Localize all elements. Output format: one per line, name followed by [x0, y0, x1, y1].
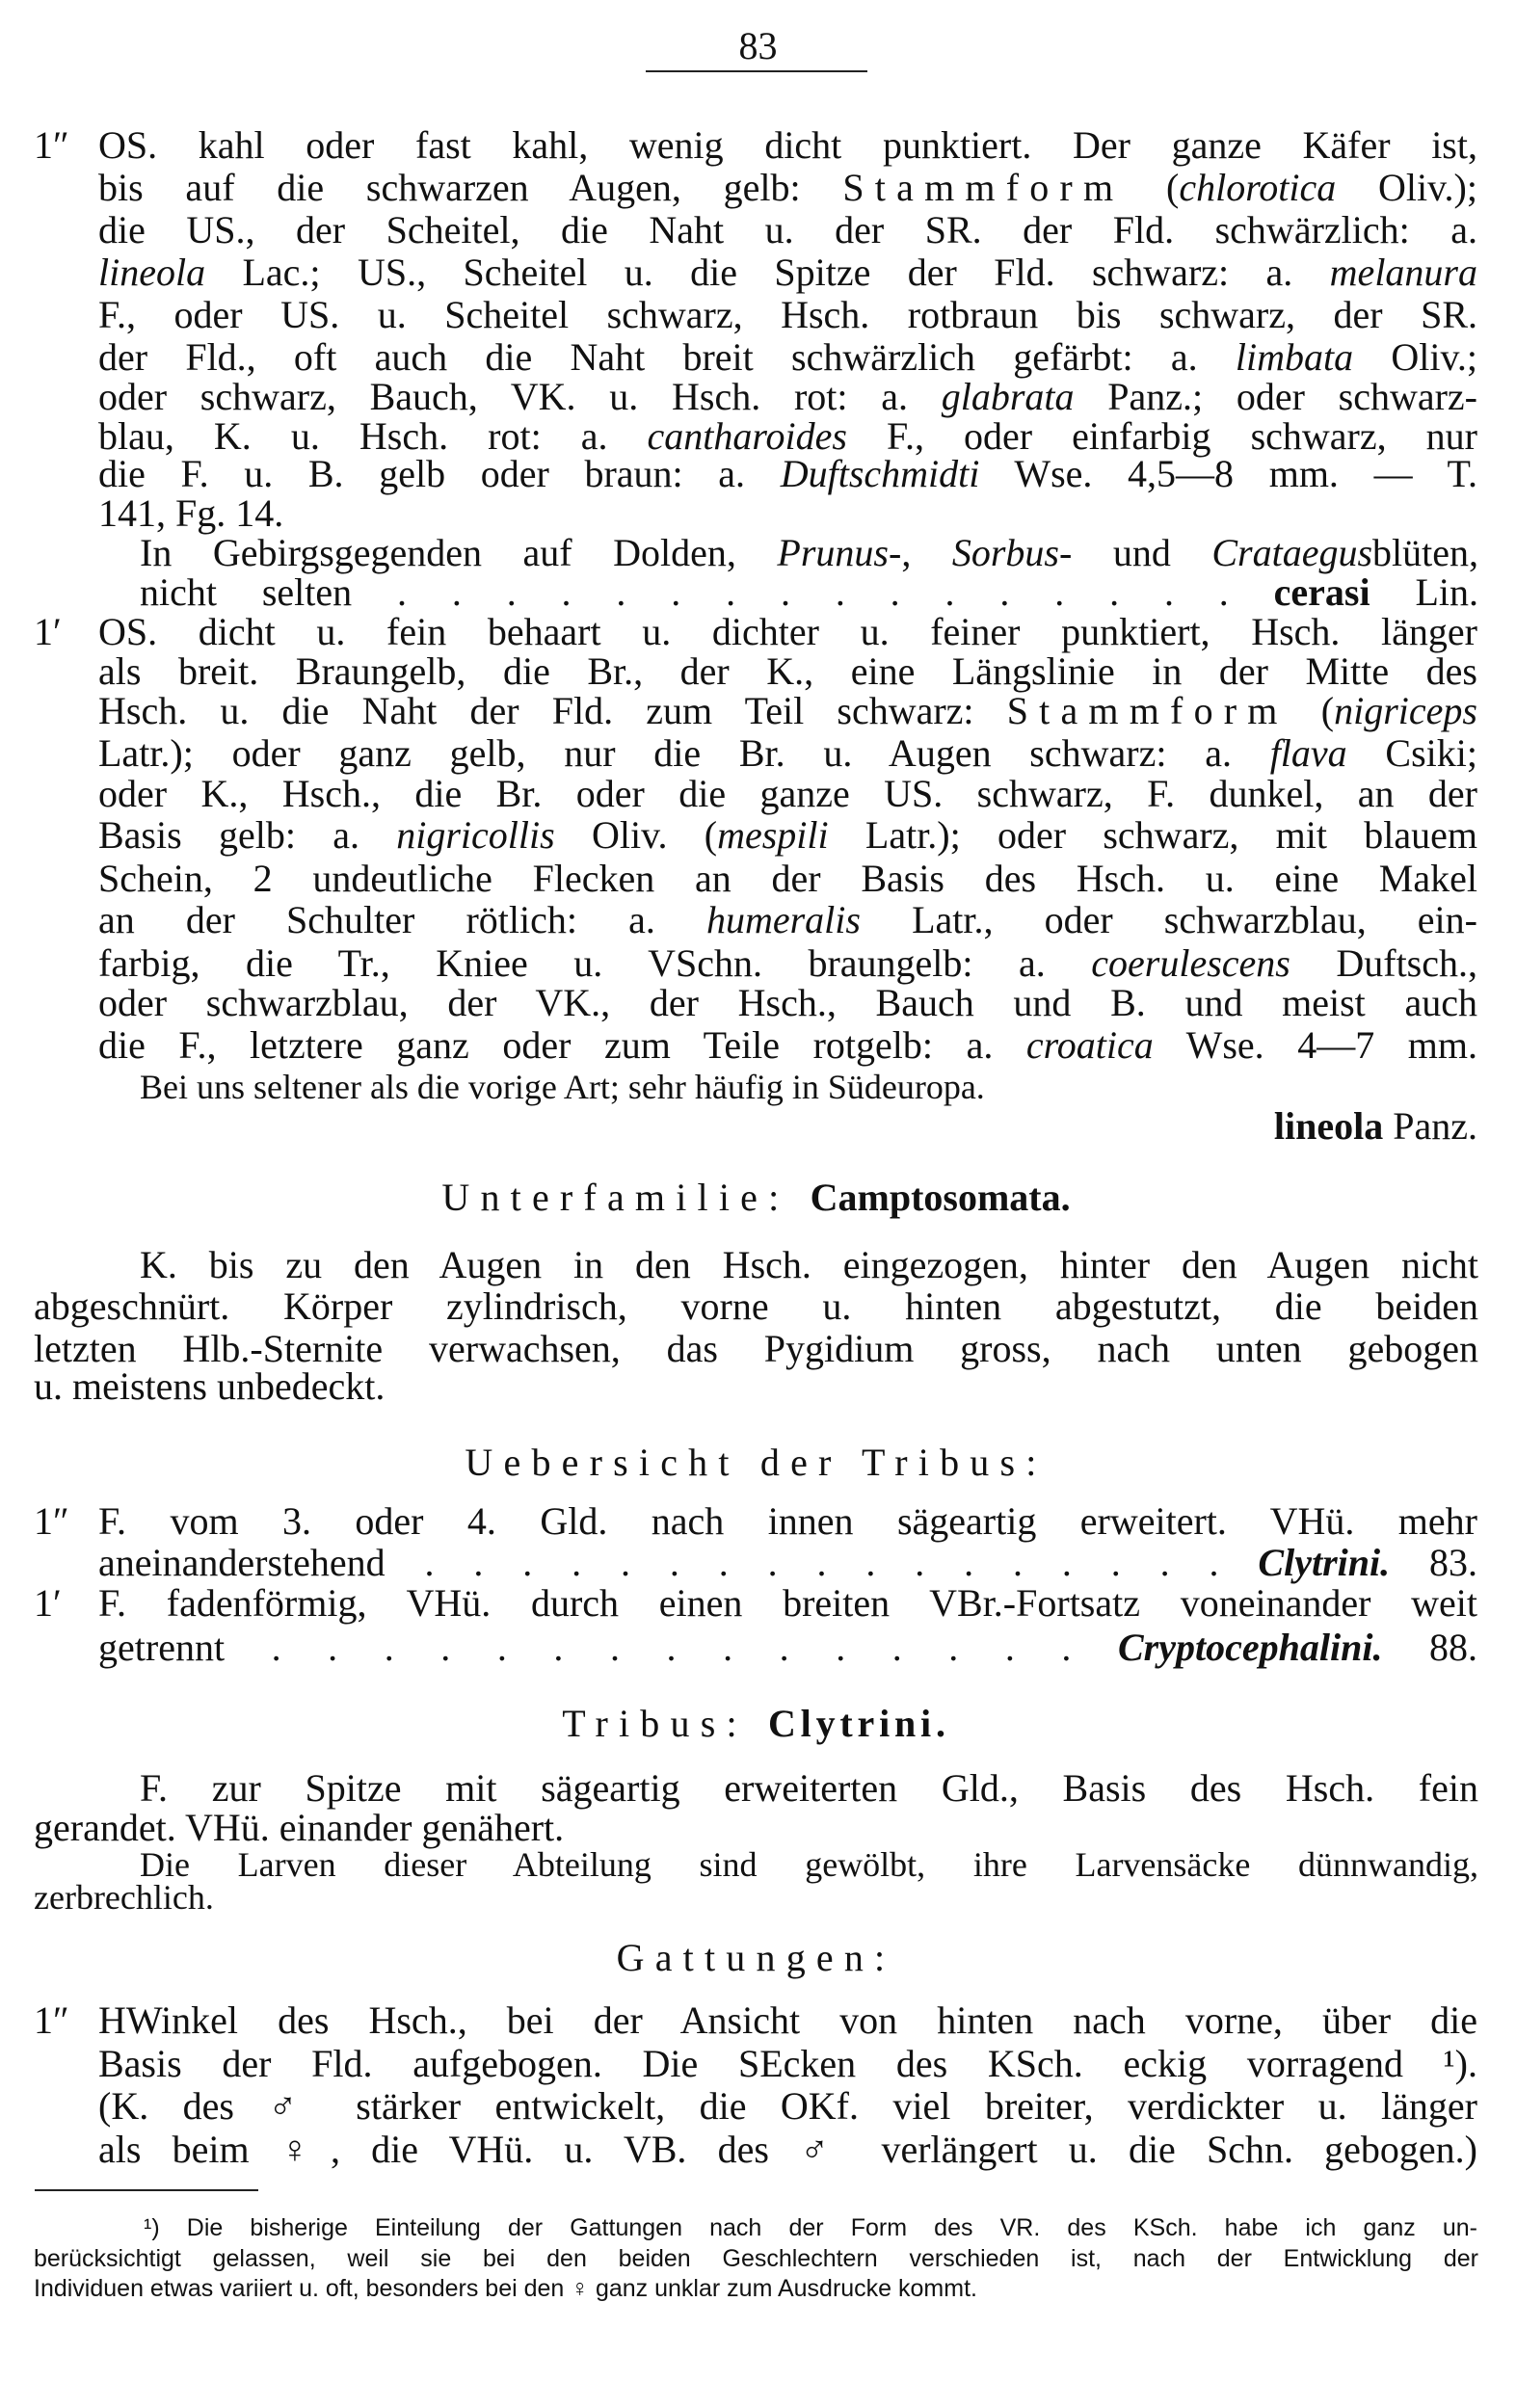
text-run: gerandet. VHü. einander genähert. — [34, 1806, 565, 1849]
text-line — [98, 980, 1477, 1026]
text-line — [98, 730, 1477, 777]
text-run: der Fld., oft auch die Naht breit schwärzlich gefärbt: a. — [98, 335, 1236, 379]
page-number: 83 — [738, 24, 778, 67]
text-line — [98, 2083, 1477, 2130]
text-run: oder schwarzblau, der VK., der Hsch., Bauch und B. und meist auch — [98, 981, 1477, 1024]
text-run: ( — [1124, 166, 1180, 209]
text-line — [98, 897, 1477, 943]
taxon-italic: Crataegus — [1211, 531, 1373, 574]
footnote-line — [34, 2274, 1478, 2303]
taxon-italic: lineola — [98, 251, 206, 294]
text-line — [34, 1283, 1478, 1330]
text-run: Unterfamilie: — [441, 1176, 811, 1219]
text-run: F. fadenförmig, VHü. durch einen breiten VBr.-Fortsatz voneinander weit — [98, 1581, 1477, 1625]
text-run: (K. des ♂ stärker entwickelt, die OKf. viel breiter, verdickter u. länger — [98, 2084, 1477, 2128]
text-line — [98, 1540, 1477, 1586]
header-rule — [646, 70, 867, 72]
text-line — [98, 1022, 1477, 1069]
key-marker: 1′ — [34, 610, 62, 653]
text-run: Hsch. u. die Naht der Fld. zum Teil schwarz: — [98, 689, 1007, 732]
text-run: abgeschnürt. Körper zylindrisch, vorne u. hinten abgestutzt, die beiden — [34, 1284, 1478, 1328]
taxon-italic: limbata — [1235, 335, 1354, 379]
text-run: Stammform — [842, 166, 1125, 209]
taxon-italic: mespili — [717, 813, 829, 857]
text-run: Oliv.; — [1353, 335, 1477, 379]
text-line — [98, 165, 1477, 211]
species-name: Clytrini. — [768, 1702, 950, 1745]
taxon-italic: Duftschmidti — [780, 452, 980, 495]
taxon-italic: glabrata — [941, 375, 1075, 418]
text-line — [98, 688, 1477, 734]
text-line — [35, 1175, 1477, 1221]
text-run: 83. — [1390, 1541, 1478, 1584]
text-run: F. vom 3. oder 4. Gld. nach innen sägeartig erweitert. VHü. mehr — [98, 1499, 1477, 1543]
text-run: 88. — [1382, 1626, 1477, 1669]
text-line — [98, 122, 1477, 169]
text-run: Oliv.); — [1336, 166, 1477, 209]
text-line — [98, 2041, 1477, 2087]
text-line — [98, 1498, 1477, 1545]
text-run: Tribus: — [562, 1702, 768, 1745]
text-line — [98, 1580, 1477, 1627]
text-line — [98, 1998, 1477, 2044]
text-run: bis auf die schwarzen Augen, gelb: — [98, 166, 843, 209]
footnote-line — [144, 2213, 1477, 2242]
text-run: HWinkel des Hsch., bei der Ansicht von hinten nach vorne, über die — [98, 1998, 1477, 2042]
text-run: Latr., oder schwarzblau, ein- — [860, 898, 1477, 941]
taxon-italic: coerulescens — [1091, 941, 1290, 985]
text-line — [34, 1874, 1478, 1920]
text-run: F., oder einfarbig schwarz, nur — [846, 414, 1477, 458]
text-run: Die Larven dieser Abteilung sind gewölbt, ihre Larvensäcke dünnwandig, — [140, 1845, 1478, 1884]
text-run: blau, K. u. Hsch. rot: a. — [98, 414, 648, 458]
text-run: Individuen etwas variiert u. oft, besonders bei den ♀ ganz unklar zum Ausdrucke kommt. — [34, 2275, 977, 2302]
text-run: Lin. — [1370, 570, 1479, 614]
text-run: und — [1072, 531, 1212, 574]
text-run: u. meistens unbedeckt. — [34, 1364, 386, 1408]
text-run: In Gebirgsgegenden auf Dolden, — [140, 531, 778, 574]
taxon-italic: croatica — [1025, 1023, 1154, 1067]
text-line — [35, 1935, 1477, 1981]
text-run: Lac.; US., Scheitel u. die Spitze der Fld. schwarz: a. — [205, 251, 1330, 294]
text-run: Latr.); oder schwarz, mit blauem — [828, 813, 1478, 857]
text-run: F. zur Spitze mit sägeartig erweiterten Gld., Basis des Hsch. fein — [140, 1766, 1478, 1810]
taxon-italic: chlorotica — [1179, 166, 1337, 209]
text-run: nicht selten . . . . . . . . . . . . . . . . — [140, 570, 1274, 614]
text-line — [34, 1363, 1478, 1410]
text-run: oder schwarz, Bauch, VK. u. Hsch. rot: a. — [98, 375, 942, 418]
text-run: 141, Fg. 14. — [98, 491, 284, 535]
footnote-line — [34, 2244, 1478, 2273]
taxon-italic: Prunus- — [777, 531, 902, 574]
text-line — [98, 856, 1477, 902]
species-name: lineola — [1273, 1104, 1384, 1148]
text-run: ¹) Die bisherige Einteilung der Gattungen nach der Form des VR. des KSch. habe ich ganz un- — [144, 2214, 1477, 2241]
text-run: OS. kahl oder fast kahl, wenig dicht punktiert. Der ganze Käfer ist, — [98, 123, 1477, 167]
text-line — [98, 292, 1477, 338]
text-run: Schein, 2 undeutliche Flecken an der Basis des Hsch. u. eine Makel — [98, 857, 1477, 900]
text-run: Panz. — [1383, 1104, 1477, 1148]
species-name: cerasi — [1273, 570, 1370, 614]
text-run: aneinanderstehend . . . . . . . . . . . . . . . . . — [98, 1541, 1259, 1584]
text-run: Latr.); oder ganz gelb, nur die Br. u. Augen schwarz: a. — [98, 731, 1270, 775]
text-run: getrennt . . . . . . . . . . . . . . . — [98, 1626, 1118, 1669]
key-marker: 1″ — [34, 1998, 69, 2042]
text-run: , — [901, 531, 952, 574]
key-marker: 1″ — [34, 123, 69, 167]
text-run: die F. u. B. gelb oder braun: a. — [98, 452, 781, 495]
text-run: Wse. 4—7 mm. — [1153, 1023, 1477, 1067]
text-line — [35, 1440, 1477, 1486]
text-line — [35, 1701, 1477, 1747]
text-line — [98, 771, 1477, 817]
text-line — [98, 1103, 1477, 1150]
text-run: farbig, die Tr., Kniee u. VSchn. braungelb: a. — [98, 941, 1092, 985]
text-run: als beim ♀, die VHü. u. VB. des ♂ verlängert u. die Schn. gebogen.) — [98, 2128, 1477, 2171]
key-marker: 1″ — [34, 1499, 69, 1543]
taxon-italic: Sorbus- — [951, 531, 1073, 574]
text-run: Wse. 4,5—8 mm. — T. — [979, 452, 1477, 495]
text-run: K. bis zu den Augen in den Hsch. eingezogen, hinter den Augen nicht — [140, 1243, 1478, 1286]
text-run: Gattungen: — [616, 1936, 896, 1979]
text-run: als breit. Braungelb, die Br., der K., eine Längslinie in der Mitte des — [98, 649, 1477, 693]
footnote-rule — [35, 2189, 258, 2191]
text-run: Duftsch., — [1290, 941, 1477, 985]
text-run: Basis gelb: a. — [98, 813, 397, 857]
text-run: Panz.; oder schwarz- — [1074, 375, 1478, 418]
text-run: an der Schulter rötlich: a. — [98, 898, 706, 941]
text-run: blüten, — [1372, 531, 1479, 574]
text-line — [98, 2127, 1477, 2173]
text-run: berücksichtigt gelassen, weil sie bei den beiden Geschlechtern verschieden ist, nach der Entwicklung der — [34, 2245, 1478, 2272]
text-run: Stammform — [1006, 689, 1289, 732]
species-name: Cryptocephalini. — [1117, 1626, 1383, 1669]
taxon-italic: humeralis — [705, 898, 861, 941]
taxon-italic: cantharoides — [647, 414, 847, 458]
text-run: oder K., Hsch., die Br. oder die ganze US. schwarz, F. dunkel, an der — [98, 772, 1477, 815]
text-line — [98, 207, 1477, 253]
text-run: ( — [1288, 689, 1335, 732]
text-run: Csiki; — [1346, 731, 1477, 775]
text-line — [98, 812, 1477, 859]
text-run: die F., letztere ganz oder zum Teile rotgelb: a. — [98, 1023, 1026, 1067]
taxon-italic: nigricollis — [396, 813, 555, 857]
species-name: Camptosomata. — [810, 1176, 1071, 1219]
text-run: zerbrechlich. — [34, 1878, 214, 1917]
text-run: OS. dicht u. fein behaart u. dichter u. feiner punktiert, Hsch. länger — [98, 610, 1477, 653]
text-line — [140, 1242, 1478, 1288]
text-line — [98, 1625, 1477, 1671]
taxon-italic: flava — [1269, 731, 1347, 775]
text-run: Basis der Fld. aufgebogen. Die SEcken des KSch. eckig vorragend ¹). — [98, 2042, 1477, 2085]
taxon-italic: melanura — [1329, 251, 1477, 294]
text-run: Oliv. ( — [554, 813, 718, 857]
text-line — [98, 250, 1477, 296]
text-run: Bei uns seltener als die vorige Art; sehr häufig in Südeuropa. — [140, 1068, 985, 1106]
key-marker: 1′ — [34, 1581, 62, 1625]
species-name: Clytrini. — [1258, 1541, 1391, 1584]
text-run: letzten Hlb.-Sternite verwachsen, das Pygidium gross, nach unten gebogen — [34, 1327, 1478, 1370]
taxon-italic: nigriceps — [1334, 689, 1477, 732]
text-run: die US., der Scheitel, die Naht u. der SR. der Fld. schwärzlich: a. — [98, 208, 1477, 251]
text-run: F., oder US. u. Scheitel schwarz, Hsch. rotbraun bis schwarz, der SR. — [98, 293, 1477, 336]
text-run: Uebersicht der Tribus: — [465, 1441, 1048, 1484]
